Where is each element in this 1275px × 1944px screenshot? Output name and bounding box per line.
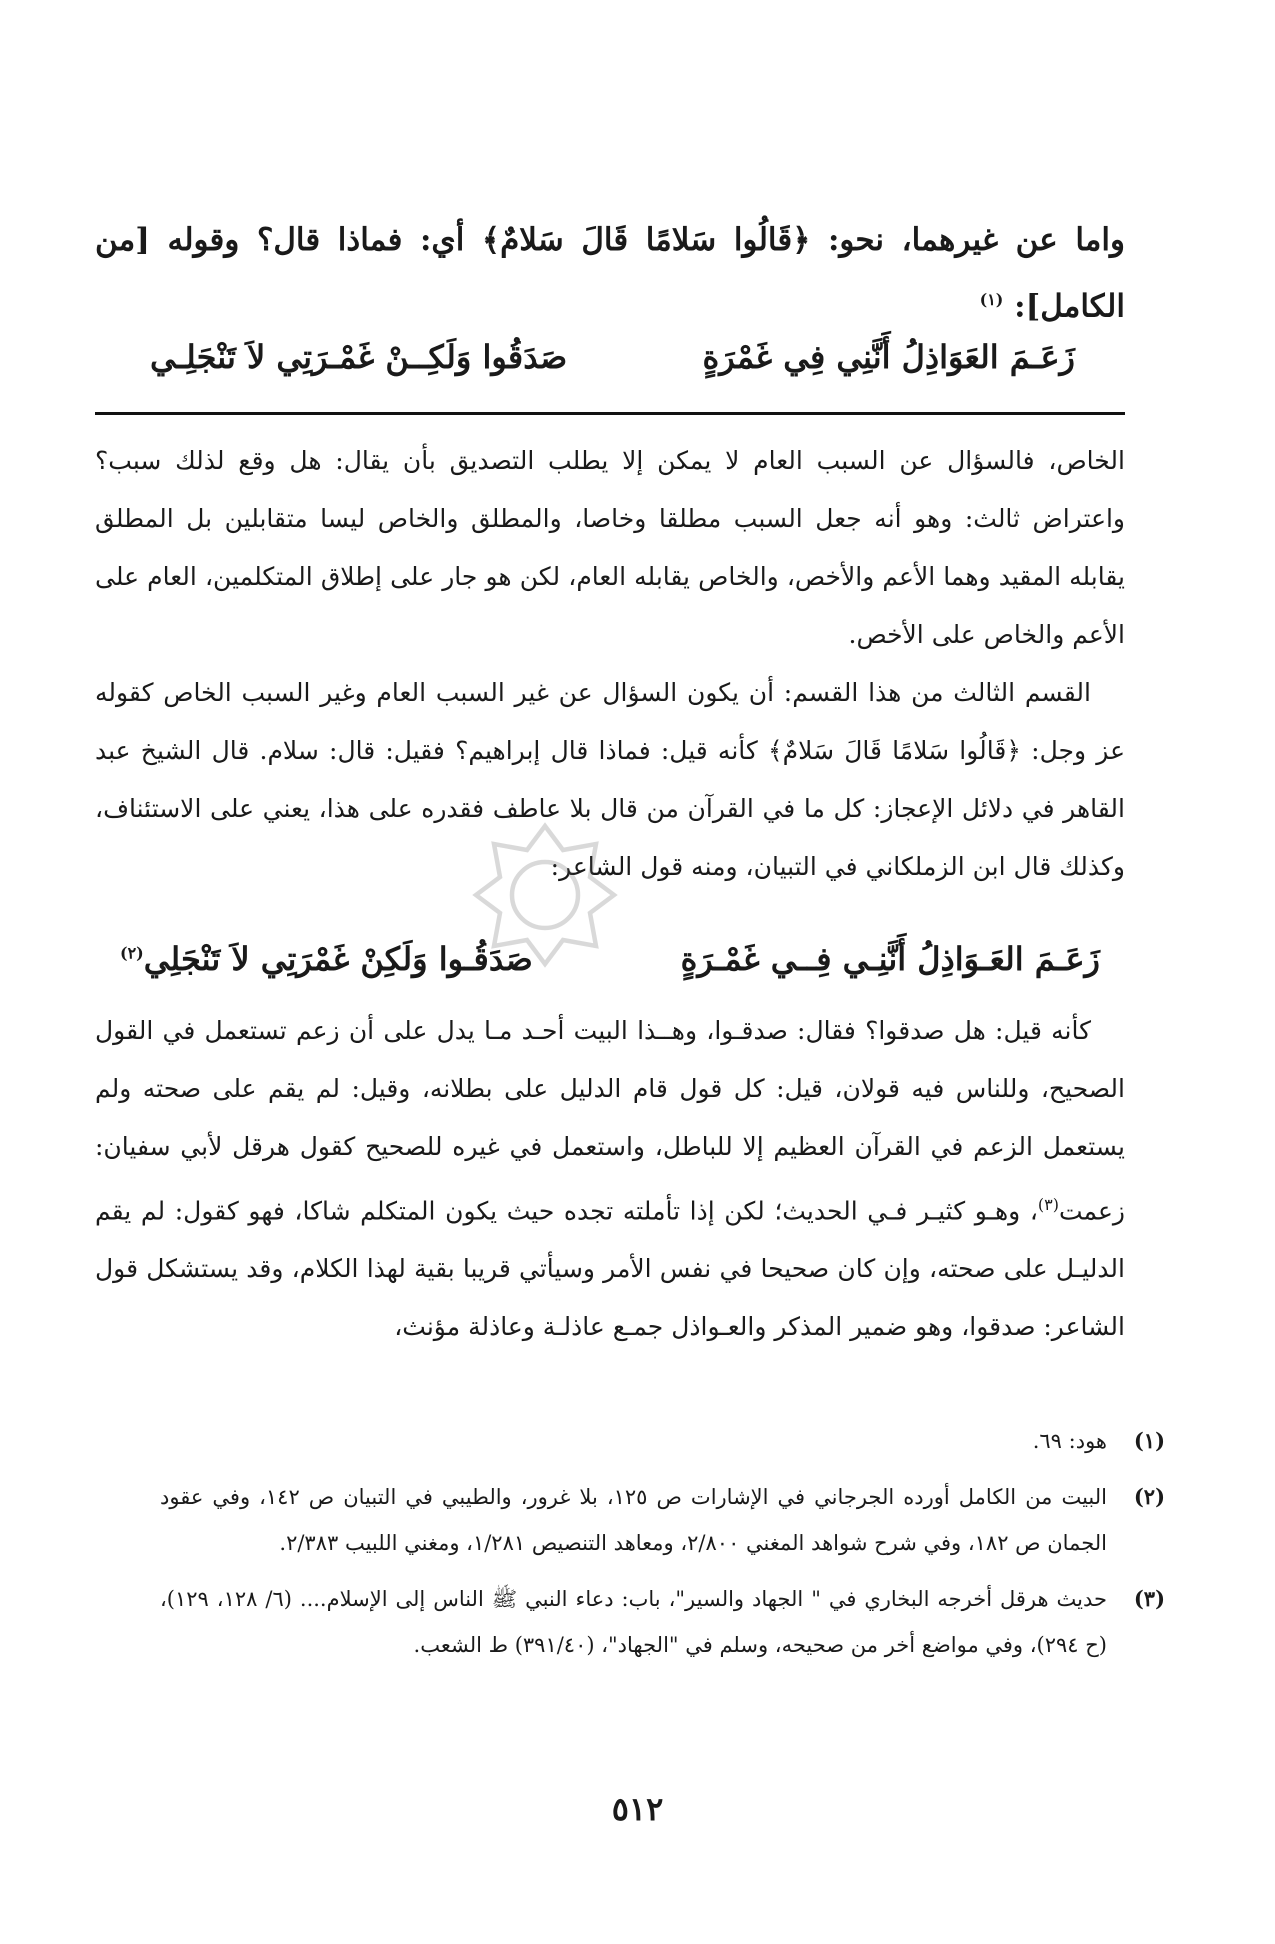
heading-note-ref: (١) xyxy=(979,290,1004,309)
heading-text: واما عن غيرهما، نحو: ﴿قَالُوا سَلامًا قَالَ سَلامٌ﴾ أي: فماذا قال؟ وقوله [من الكامل]: xyxy=(95,222,1125,325)
commentary-paragraph: الخاص، فالسؤال عن السبب العام لا يمكن إلا يطلب التصديق بأن يقال: هل وقع لذلك سبب؟ واعتراض ثالث: وهو أنه جعل السبب مطلقا وخاصا، والمطلق والخاص ليسا متقابلين بل المطلق يقابله المقيد وهما الأعم والأخص، والخاص يقابله العام، لكن هو جار على إطلاق المتكلمين، العام على الأعم والخاص على الأخص. xyxy=(95,446,1125,649)
footnote-number: (٢) xyxy=(1133,1484,1165,1509)
paragraph-part: كأنه قيل: هل صدقوا؟ فقال: صدقـوا، وهــذا البيت أحـد مـا يدل على أن زعم تستعمل في القول الصحيح، وللناس فيه قولان، قيل: كل قول قام الدليل على بطلانه، وقيل: لم يقم على صحته ولم يستعمل الزعم في القرآن العظيم إلا للباطل، واستعمل في غيره للصحيح كقول هرقل لأبي سفيان: زعمت xyxy=(95,1016,1125,1226)
footnote xyxy=(160,1418,1165,1464)
quoted-verse xyxy=(150,338,1075,376)
verse-hemistich-right: زَعَـمَ العَـوَاذِلُ أَنَّنِـي فِــي غَمْـرَةٍ xyxy=(680,940,1100,978)
footnotes xyxy=(160,1418,1165,1678)
commentary-text-continued xyxy=(95,1002,1125,1356)
paragraph-part: ، وهـو كثيـر فـي الحديث؛ لكن إذا تأملته تجده حيث يكون المتكلم شاكا، فهو كقول: لم يقم الدليـل على صحته، وإن كان صحيحا في نفس الأمر وسيأتي قريبا بقية لهذا الكلام، وقد يستشكل قول الشاعر: صدقوا، وهو ضمير المذكر والعـواذل جمـع عاذلـة وعاذلة مؤنث، xyxy=(95,1196,1125,1342)
footnote-number: (١) xyxy=(1133,1428,1165,1453)
paragraph-note-ref: (٣) xyxy=(1037,1195,1059,1214)
commentary-paragraph: القسم الثالث من هذا القسم: أن يكون السؤال عن غير السبب العام وغير السبب الخاص كقوله عز وجل: ﴿قَالُوا سَلامًا قَالَ سَلامٌ﴾ كأنه قيل: فماذا قال إبراهيم؟ فقيل: قال: سلام. قال الشيخ عبد القاهر في دلائل الإعجاز: كل ما في القرآن من قال بلا عاطف فقدره على هذا، يعني على الاستئناف، وكذلك قال ابن الزملكاني في التبيان، ومنه قول الشاعر: xyxy=(95,678,1125,881)
footnote-number: (٣) xyxy=(1133,1586,1165,1611)
verse-hemistich-left: صَدَقُـوا وَلَكِنْ غَمْرَتِي لاَ تَنْجَلِي xyxy=(143,940,533,978)
footnote-text: حديث هرقل أخرجه البخاري في " الجهاد والسير"، باب: دعاء النبي ﷺ الناس إلى الإسلام.... (٦/ ١٢٨، ١٢٩)، (ح ٢٩٤)، وفي مواضع أخر من صحيحه، وسلم في "الجهاد"، (٣٩١/٤٠) ط الشعب. xyxy=(160,1587,1108,1657)
footnote-text: البيت من الكامل أورده الجرجاني في الإشارات ص ١٢٥، بلا غرور، والطيبي في التبيان ص ١٤٢، وفي عقود الجمان ص ١٨٢، وفي شرح شواهد المغني ٢/٨٠٠، ومعاهد التنصيص ١/٢٨١، ومغني اللبيب ٢/٣٨٣. xyxy=(160,1485,1107,1555)
footnote xyxy=(160,1474,1165,1566)
footnote xyxy=(160,1576,1165,1668)
footnote-text: هود: ٦٩. xyxy=(1032,1429,1107,1453)
verse-hemistich-left-wrap xyxy=(120,940,533,978)
poetry-verse xyxy=(120,940,1100,978)
section-divider xyxy=(95,412,1125,415)
verse-note-ref: (٢) xyxy=(120,943,144,963)
verse-hemistich-left: صَدَقُوا وَلَكِــنْ غَمْـرَتِي لاَ تَنْجَلِـي xyxy=(150,338,568,376)
quoted-heading xyxy=(95,210,1125,336)
page-number: ٥١٢ xyxy=(611,1790,664,1828)
verse-hemistich-right: زَعَـمَ العَوَاذِلُ أَنَّنِي فِي غَمْرَةٍ xyxy=(702,338,1075,376)
commentary-paragraph xyxy=(95,1002,1125,1356)
